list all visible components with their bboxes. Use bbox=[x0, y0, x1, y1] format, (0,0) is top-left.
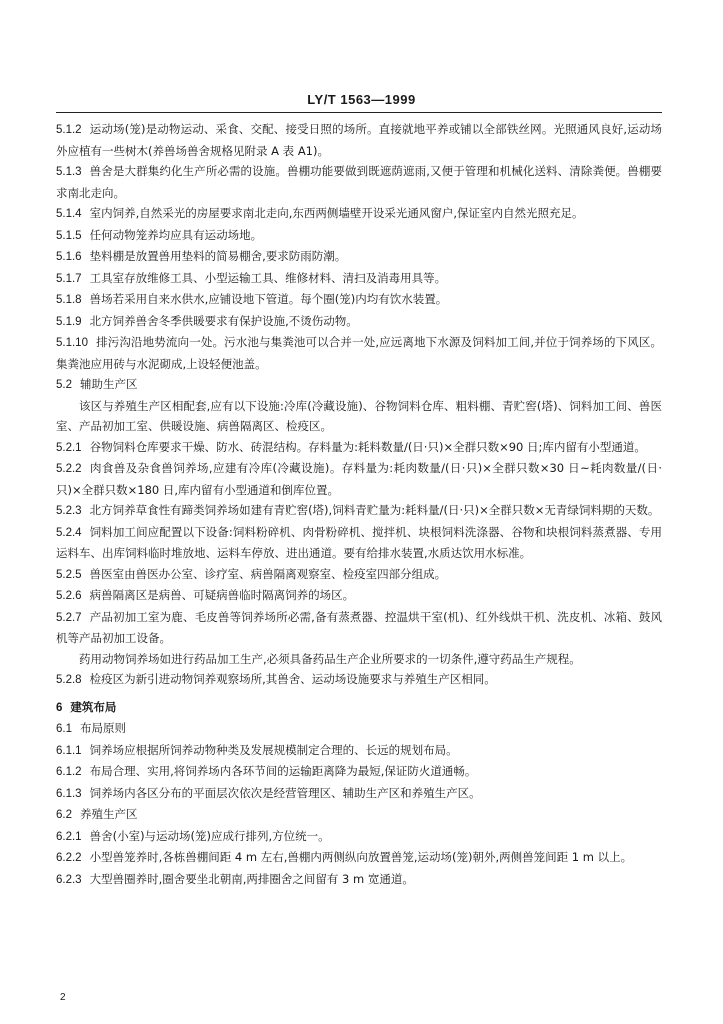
clause-number: 5.1.5 bbox=[56, 229, 82, 242]
paragraph bbox=[56, 203, 662, 225]
paragraph bbox=[56, 458, 662, 500]
paragraph bbox=[56, 119, 662, 161]
paragraph bbox=[56, 585, 662, 607]
clause-text: 建筑布局 bbox=[70, 699, 117, 714]
clause-text: 检疫区为新引进动物饲养观察场所,其兽舍、运动场设施要求与养殖生产区相同。 bbox=[89, 672, 496, 686]
clause-text: 兽医室由兽医办公室、诊疗室、病兽隔离观察室、检疫室四部分组成。 bbox=[89, 566, 447, 581]
clause-number: 5.1.3 bbox=[56, 166, 82, 178]
paragraph bbox=[56, 783, 662, 805]
clause-number: 6.2.2 bbox=[56, 852, 82, 864]
document-body bbox=[56, 119, 662, 890]
clause-text: 兽舍是大群集约化生产所必需的设施。兽棚功能要做到既遮荫遮雨,又便于管理和机械化送料、清除粪便。兽棚要求南北走向。 bbox=[56, 164, 662, 200]
clause-number: 5.2.7 bbox=[56, 611, 82, 624]
paragraph bbox=[56, 649, 662, 670]
clause-text: 北方饲养兽舍冬季供暖要求有保护设施,不烫伤动物。 bbox=[89, 313, 358, 328]
clause-number: 6.1.1 bbox=[56, 744, 82, 757]
clause-text: 病兽隔离区是病兽、可疑病兽临时隔离饲养的场区。 bbox=[89, 588, 355, 602]
clause-text: 运动场(笼)是动物运动、采食、交配、接受日照的场所。直接就地平养或铺以全部铁丝网。光照通风良好,运动场外应植有一些树木(养兽场兽舍规格见附录 A 表 A1)。 bbox=[56, 122, 662, 158]
paragraph bbox=[56, 522, 662, 564]
clause-text: 小型兽笼养时,各栋兽棚间距 4 m 左右,兽棚内两侧纵向放置兽笼,运动场(笼)朝外,两侧兽笼间距 1 m 以上。 bbox=[89, 850, 633, 864]
paragraph bbox=[56, 869, 662, 891]
paragraph bbox=[56, 396, 662, 437]
clause-number: 5.2.6 bbox=[56, 590, 82, 602]
paragraph bbox=[56, 161, 662, 203]
clause-number: 6.2.1 bbox=[56, 830, 82, 843]
clause-text: 饲养场应根据所饲养动物种类及发展规模制定合理的、长远的规划布局。 bbox=[89, 742, 458, 757]
paragraph bbox=[56, 607, 662, 649]
clause-number: 6 bbox=[56, 701, 63, 714]
clause-text: 工具室存放维修工具、小型运输工具、维修材料、清扫及消毒用具等。 bbox=[89, 270, 447, 285]
paragraph bbox=[56, 268, 662, 290]
clause-text: 大型兽圈养时,圈舍要坐北朝南,两排圈舍之间留有 3 m 宽通道。 bbox=[89, 871, 414, 886]
clause-number: 5.1.2 bbox=[56, 124, 82, 136]
paragraph bbox=[56, 374, 662, 396]
paragraph bbox=[56, 246, 662, 268]
clause-number: 6.1.3 bbox=[56, 787, 82, 800]
paragraph bbox=[56, 332, 662, 374]
paragraph bbox=[56, 289, 662, 311]
clause-number: 5.1.9 bbox=[56, 315, 82, 328]
clause-number: 5.2.3 bbox=[56, 505, 82, 517]
clause-text: 兽场若采用自来水供水,应铺设地下管道。每个圈(笼)内均有饮水装置。 bbox=[89, 292, 448, 306]
clause-number: 5.1.7 bbox=[56, 272, 82, 285]
paragraph bbox=[56, 718, 662, 740]
clause-number: 6.1.2 bbox=[56, 766, 82, 778]
paragraph bbox=[56, 826, 662, 848]
clause-number: 5.1.6 bbox=[56, 251, 82, 263]
clause-text: 辅助生产区 bbox=[80, 377, 138, 391]
paragraph bbox=[56, 740, 662, 762]
paragraph bbox=[56, 225, 662, 247]
clause-text: 肉食兽及杂食兽饲养场,应建有冷库(冷藏设施)。存料量为:耗肉数量/(日·只)×全群只数×30 日~耗肉数量/(日·只)×全群只数×180 日,库内留有小型通道和倒库位置。 bbox=[56, 461, 662, 497]
clause-text: 排污沟沿地势流向一处。污水池与集粪池可以合并一处,应远离地下水源及饲料加工间,并位于饲养场的下风区。集粪池应用砖与水泥砌成,上设轻便池盖。 bbox=[56, 335, 662, 371]
clause-number: 5.1.10 bbox=[56, 337, 88, 349]
clause-number: 6.1 bbox=[56, 723, 72, 735]
clause-number: 5.1.4 bbox=[56, 208, 82, 220]
clause-text: 兽舍(小室)与运动场(笼)应成行排列,方位统一。 bbox=[89, 828, 330, 843]
clause-text: 室内饲养,自然采光的房屋要求南北走向,东西两侧墙壁开设采光通风窗户,保证室内自然光照充足。 bbox=[89, 206, 584, 220]
clause-number: 5.1.8 bbox=[56, 294, 82, 306]
clause-text: 布局原则 bbox=[80, 721, 126, 735]
clause-text: 该区与养殖生产区相配套,应有以下设施:冷库(冷藏设施)、谷物饲料仓库、粗料棚、青贮窖(塔)、饲料加工间、兽医室、产品初加工室、供暖设施、病兽隔离区、检疫区。 bbox=[56, 398, 662, 433]
header-rule bbox=[56, 112, 662, 113]
clause-number: 5.2 bbox=[56, 379, 72, 391]
clause-text: 任何动物笼养均应具有运动场地。 bbox=[89, 227, 263, 242]
paragraph bbox=[56, 847, 662, 869]
paragraph bbox=[56, 564, 662, 586]
paragraph bbox=[56, 437, 662, 459]
clause-text: 谷物饲料仓库要求干燥、防水、砖混结构。存料量为:耗料数量/(日·只)×全群只数×90 日;库内留有小型通道。 bbox=[89, 439, 646, 454]
paragraph bbox=[56, 761, 662, 783]
clause-text: 药用动物饲养场如进行药品加工生产,必须具备药品生产企业所要求的一切条件,遵守药品生产规程。 bbox=[79, 651, 581, 666]
clause-text: 饲料加工间应配置以下设备:饲料粉碎机、肉骨粉碎机、搅拌机、块根饲料洗涤器、谷物和块根饲料蒸煮器、专用运料车、出库饲料临时堆放地、运料车停放、进出通道。要有给排水装置,水质达饮用水标准。 bbox=[56, 524, 662, 560]
clause-text: 饲养场内各区分布的平面层次依次是经营管理区、辅助生产区和养殖生产区。 bbox=[89, 785, 481, 800]
clause-number: 5.2.5 bbox=[56, 568, 82, 581]
clause-number: 6.2 bbox=[56, 809, 72, 821]
clause-number: 5.2.2 bbox=[56, 463, 82, 475]
paragraph bbox=[56, 669, 662, 691]
page-number: 2 bbox=[60, 992, 66, 1003]
clause-text: 产品初加工室为鹿、毛皮兽等饲养场所必需,备有蒸煮器、控温烘干室(机)、红外线烘干机、洗皮机、冰箱、鼓风机等产品初加工设备。 bbox=[56, 609, 662, 645]
clause-number: 5.2.4 bbox=[56, 526, 82, 539]
clause-text: 布局合理、实用,将饲养场内各环节间的运输距离降为最短,保证防火道通畅。 bbox=[89, 764, 477, 778]
clause-number: 5.2.8 bbox=[56, 674, 82, 686]
paragraph bbox=[56, 500, 662, 522]
clause-text: 养殖生产区 bbox=[80, 807, 138, 821]
clause-text: 垫料棚是放置兽用垫料的简易棚舍,要求防雨防潮。 bbox=[89, 249, 347, 263]
paragraph bbox=[56, 311, 662, 333]
clause-number: 5.2.1 bbox=[56, 441, 82, 454]
clause-number: 6.2.3 bbox=[56, 873, 82, 886]
page-header-standard-code: LY/T 1563—1999 bbox=[307, 92, 416, 107]
paragraph bbox=[56, 804, 662, 826]
section-heading bbox=[56, 697, 662, 719]
clause-text: 北方饲养草食性有蹄类饲养场如建有青贮窖(塔),饲料青贮量为:耗料量/(日·只)×全群只数×无青绿饲料期的天数。 bbox=[89, 503, 660, 517]
